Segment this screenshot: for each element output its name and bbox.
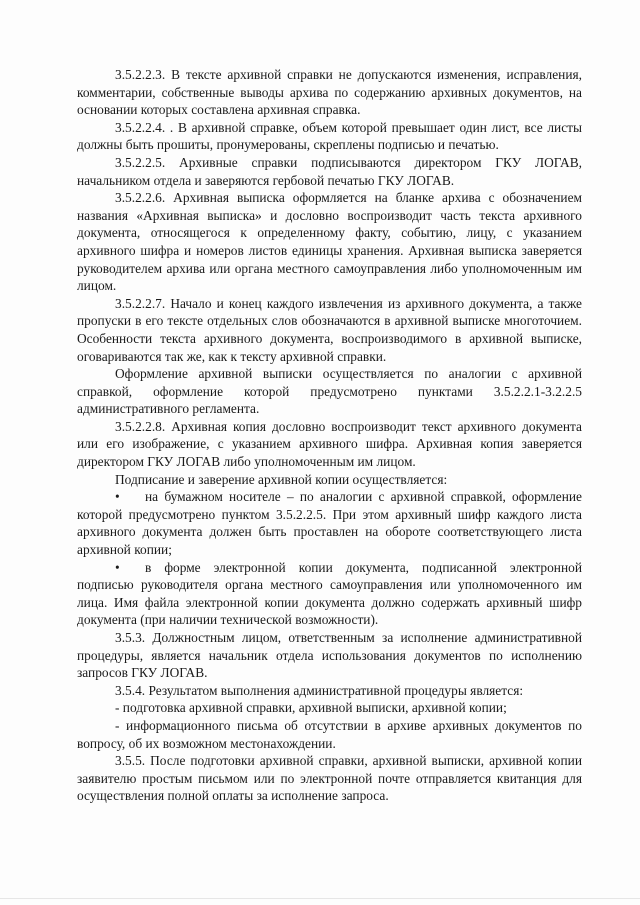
paragraph-3-5-4: 3.5.4. Результатом выполнения административной процедуры является: bbox=[115, 682, 524, 698]
document-body bbox=[77, 66, 582, 805]
paragraph-3-5-3: 3.5.3. Должностным лицом, ответственным за исполнение административной процедуры, является начальник отдела использования документов по исполнению запросов ГКУ ЛОГАВ. bbox=[77, 630, 582, 681]
paragraph-3-5-2-2-5: 3.5.2.2.5. Архивные справки подписываются директором ГКУ ЛОГАВ, начальником отдела и заверяются гербовой печатью ГКУ ЛОГАВ. bbox=[77, 154, 582, 188]
scan-edge-divider bbox=[0, 898, 640, 899]
result-item-preparation: - подготовка архивной справки, архивной выписки, архивной копии; bbox=[115, 700, 507, 716]
paragraph-3-5-2-2-6: 3.5.2.2.6. Архивная выписка оформляется на бланке архива с обозначением названия «Архивная выписка» и дословно воспроизводит часть текста архивного документа, относящегося к определенному факту, событию, лицу, с указанием архивного шифра и номеров листов единицы хранения. Архивная выписка заверяется руководителем архива или органа местного самоуправления либо уполномоченным им лицом. bbox=[77, 190, 582, 294]
paragraph-3-5-2-2-8: 3.5.2.2.8. Архивная копия дословно воспроизводит текст архивного документа или его изображение, с указанием архивного шифра. Архивная копия заверяется директором ГКУ ЛОГАВ либо уполномоченным им лицом. bbox=[77, 418, 582, 470]
result-item-info-letter: - информационного письма об отсутствии в архиве архивных документов по вопросу, об их возможном местонахождении. bbox=[77, 717, 582, 751]
paragraph-3-5-5: 3.5.5. После подготовки архивной справки, архивной выписки, архивной копии заявителю простым письмом или по электронной почте отправляется квитанция для осуществления полной оплаты за исполнение запроса. bbox=[77, 753, 582, 804]
bullet-item-text: в форме электронной копии документа, подписанной электронной подписью руководителя органа местного самоуправления или уполномоченного им лица. Имя файла электронной копии документа должно содержать архивный шифр документа (при наличии технической возможности). bbox=[77, 559, 582, 628]
paragraph-kopiya-podpisanie: Подписание и заверение архивной копии осуществляется: bbox=[115, 471, 448, 487]
bullet-item-paper bbox=[77, 488, 582, 558]
paragraph-3-5-2-2-3: 3.5.2.2.3. В тексте архивной справки не допускаются изменения, исправления, комментарии, собственные выводы архива по содержанию архивных документов, на основании которых составлена архивная справка. bbox=[77, 67, 582, 118]
paragraph-3-5-2-2-4: 3.5.2.2.4. . В архивной справке, объем которой превышает один лист, все листы должны быть прошиты, пронумерованы, скреплены подписью и печатью. bbox=[77, 119, 582, 153]
paragraph-3-5-2-2-7: 3.5.2.2.7. Начало и конец каждого извлечения из архивного документа, а также пропуски в его тексте отдельных слов обозначаются в архивной выписке многоточием. Особенности текста архивного документа, воспроизводимого в архивной выписке, оговариваются так же, как к тексту архивной справки. bbox=[77, 295, 582, 364]
bullet-item-text: на бумажном носителе – по аналогии с архивной справкой, оформление которой предусмотрено пунктом 3.5.2.2.5. При этом архивный шифр каждого листа архивного документа должен быть проставлен на обороте соответствующего листа архивной копии; bbox=[77, 489, 582, 558]
bullet-icon: • bbox=[115, 559, 120, 575]
bullet-item-electronic bbox=[77, 559, 582, 629]
paragraph-vypiska-oformlenie: Оформление архивной выписки осуществляется по аналогии с архивной справкой, оформление которой предусмотрено пунктами 3.5.2.2.1-3.2.2.5 административного регламента. bbox=[77, 366, 582, 417]
bullet-icon: • bbox=[115, 489, 120, 505]
